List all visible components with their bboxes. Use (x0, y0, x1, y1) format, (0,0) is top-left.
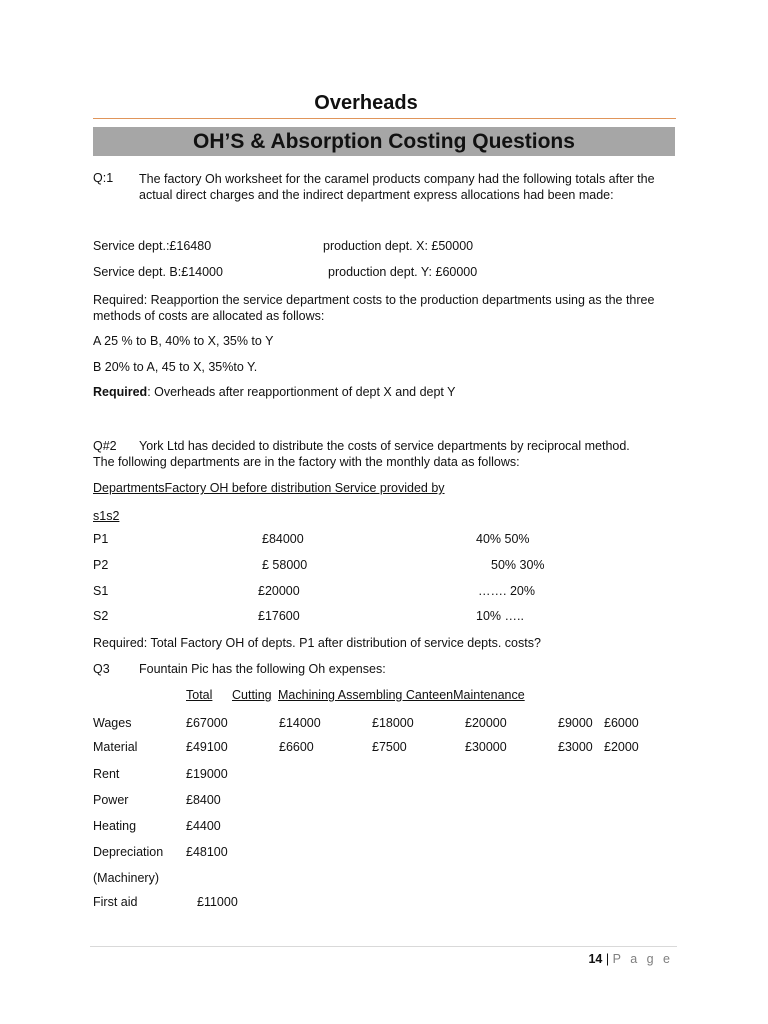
q2-row-oh: £ 58000 (262, 558, 308, 572)
q3-single-label: Rent (93, 767, 120, 781)
q2-table-subheader: s1s2 (93, 509, 120, 523)
footer-divider (90, 946, 677, 947)
q3-row-cutting: £6600 (279, 740, 314, 754)
required-label: Required (93, 385, 148, 399)
q3-row-assembling: £20000 (465, 716, 507, 730)
q3-row-canteen: £3000 (558, 740, 593, 754)
q2-row-oh: £17600 (258, 609, 300, 623)
section-banner (93, 127, 675, 156)
q3-single-total: £4400 (186, 819, 221, 833)
q3-row-assembling: £30000 (465, 740, 507, 754)
q3-row-maintenance: £2000 (604, 740, 639, 754)
q3-row-total: £49100 (186, 740, 228, 754)
page-title: Overheads (314, 92, 418, 114)
q2-row-oh: £84000 (262, 532, 304, 546)
page-footer (588, 952, 673, 966)
banner-text: OH’S & Absorption Costing Questions (193, 129, 575, 153)
q3-row-maintenance: £6000 (604, 716, 639, 730)
required-text: : Overheads after reapportionment of dept X and dept Y (147, 385, 456, 399)
q2-row-service: ……. 20% (478, 584, 535, 598)
q3-single-total: £11000 (197, 895, 238, 909)
q1-text: The factory Oh worksheet for the caramel products company had the following totals after the actual direct charges and the indirect department express allocations had been made: (139, 172, 655, 202)
q3-header-total: Total (186, 688, 213, 702)
q3-number: Q3 (93, 662, 110, 676)
page-separator: | (605, 952, 610, 966)
page-word: P a g e (612, 952, 673, 966)
q2-text-second: The following departments are in the factory with the monthly data as follows: (93, 455, 520, 469)
q2-row-service: 40% 50% (476, 532, 530, 546)
q3-single-label: Heating (93, 819, 137, 833)
q1-line-b: B 20% to A, 45 to X, 35%to Y. (93, 360, 258, 374)
q1-prod-x: production dept. X: £50000 (323, 239, 474, 253)
q2-row-service: 10% ….. (476, 609, 524, 623)
title-underline (93, 118, 676, 119)
q1-prod-y: production dept. Y: £60000 (328, 265, 478, 279)
q3-row-machining: £18000 (372, 716, 414, 730)
q3-text: Fountain Pic has the following Oh expenses: (139, 662, 386, 676)
q1-required-overheads (93, 385, 456, 399)
q2-table-header: DepartmentsFactory OH before distribution Service provided by (93, 481, 445, 495)
q2-text-first: York Ltd has decided to distribute the costs of service departments by reciprocal method. (139, 439, 630, 453)
q3-single-label: Power (93, 793, 129, 807)
q3-row-label: Wages (93, 716, 132, 730)
q2-row-dept: P1 (93, 532, 109, 546)
q1-line-a: A 25 % to B, 40% to X, 35% to Y (93, 334, 274, 348)
q1-service-b: Service dept. B:£14000 (93, 265, 223, 279)
q2-row-dept: S1 (93, 584, 109, 598)
q3-row-label: Material (93, 740, 138, 754)
q2-required: Required: Total Factory OH of depts. P1 after distribution of service depts. costs? (93, 636, 541, 650)
q1-number: Q:1 (93, 171, 114, 185)
q2-row-oh: £20000 (258, 584, 300, 598)
page-number: 14 (588, 952, 603, 966)
q3-single-label: Depreciation (93, 845, 164, 859)
q3-header-rest: Machining Assembling CanteenMaintenance (278, 688, 525, 702)
q3-row-total: £67000 (186, 716, 228, 730)
q3-single-total: £48100 (186, 845, 228, 859)
q3-row-canteen: £9000 (558, 716, 593, 730)
q3-single-total: £19000 (186, 767, 228, 781)
q3-single-label: (Machinery) (93, 871, 159, 885)
q3-single-total: £8400 (186, 793, 221, 807)
q1-required: Required: Reapportion the service department costs to the production departments using as the three methods of costs are allocated as follows: (93, 293, 655, 323)
q3-row-cutting: £14000 (279, 716, 321, 730)
q2-number: Q#2 (93, 439, 117, 453)
q1-service-a: Service dept.:£16480 (93, 239, 212, 253)
q3-header-cutting: Cutting (232, 688, 272, 702)
q2-row-service: 50% 30% (491, 558, 545, 572)
q2-row-dept: P2 (93, 558, 109, 572)
q3-row-machining: £7500 (372, 740, 407, 754)
q3-single-label: First aid (93, 895, 138, 909)
q2-row-dept: S2 (93, 609, 109, 623)
